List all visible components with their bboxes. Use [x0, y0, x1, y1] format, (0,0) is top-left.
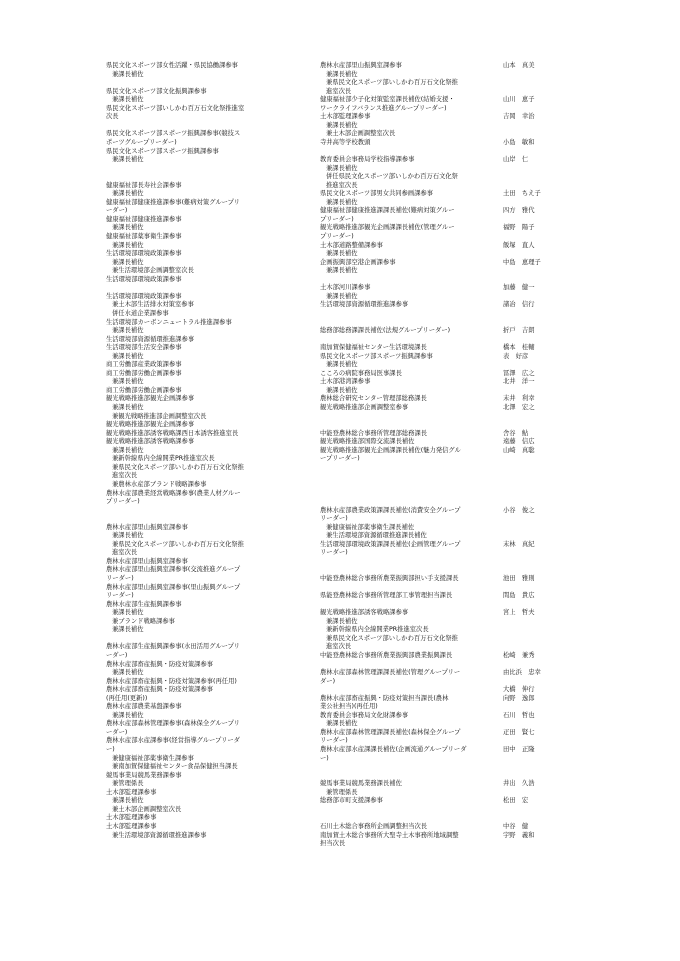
left_lines-line: 農林水産部水産課参事(経営指導グループリーダ [106, 737, 240, 745]
right_lines-line: 兼課長補佐 [326, 198, 358, 206]
right_lines-line: 生活環境部資源循環推進課参事 [320, 301, 409, 309]
right_lines-line: 農林水産部農業政策課課長補佐(消費安全グループ [320, 506, 461, 514]
left_lines-line: 兼県民文化スポーツ部いしかわ百万石文化祭推 [112, 540, 244, 548]
right_lines-line: リーダー) [320, 549, 348, 557]
person-name: 福野 陽子 [503, 224, 535, 232]
left_lines-line: 生活環境部資源循環推進課参事 [106, 335, 195, 343]
right_lines-line: ープリーダー) [320, 455, 360, 463]
left_lines-line: 兼課長補佐 [112, 241, 144, 249]
person-name: 諸冶 信行 [503, 301, 535, 309]
left_lines-line: 兼県民文化スポーツ部いしかわ百万石文化祭推 [112, 463, 244, 471]
right_lines-line: リーダー) [320, 515, 348, 523]
left_lines-line: 農林水産部生産振興課参事 [106, 600, 182, 608]
person-name: 冨澤 広之 [503, 369, 535, 377]
right_lines-line: 兼健康福祉部薬事衛生課長補佐 [326, 523, 415, 531]
right_lines-line: 総務部市町支援課参事 [320, 797, 383, 805]
left_lines-line: 生活環境部環境政策課参事 [106, 250, 182, 258]
right_lines-line: 競馬事業局競馬業務課長補佐 [320, 780, 402, 788]
left_lines-line: 兼課長補佐 [112, 190, 144, 198]
left_lines-line: 農林水産部畜産振興・防疫対策課参事 [106, 660, 214, 668]
right_lines-line: 土木部監理課参事 [320, 113, 371, 121]
right_lines-line: 石川土木総合事務所企画調整担当次長 [320, 822, 428, 830]
right_lines-line: リーダー) [320, 737, 348, 745]
right_lines-line: 農林水産部森林管理課課長補佐(森林保全グループ [320, 728, 461, 736]
left_lines-line: 兼土木部企画調整室次長 [112, 805, 182, 813]
left_lines-line: 県民文化スポーツ部文化振興課参事 [106, 87, 207, 95]
left_lines-line: 健康福祉部長寿社会課参事 [106, 181, 182, 189]
right_lines-line: 兼生活環境部資源循環推進課長補佐 [326, 532, 427, 540]
left_lines-line: 兼課長補佐 [112, 258, 144, 266]
left_lines-line: 兼課長補佐 [112, 378, 144, 386]
right_lines-line: 兼課長補佐 [326, 386, 358, 394]
person-name: 山岸 仁 [503, 156, 529, 164]
left_lines-line: 県民文化スポーツ部いしかわ百万石文化祭推進室 [106, 104, 245, 112]
right_lines-line: 併任県民文化スポーツ部いしかわ百万石文化祭 [326, 173, 458, 181]
right_lines-line: 兼課長補佐 [326, 720, 358, 728]
left_lines-line: 生活環境部環境政策課参事 [106, 275, 182, 283]
left_lines-line: 競馬事業局競馬業務課参事 [106, 771, 182, 779]
right_lines-line: ー) [320, 754, 329, 762]
right_lines-line: 兼県民文化スポーツ部いしかわ百万石文化祭推 [326, 634, 458, 642]
right_lines-line: プリーダー) [320, 215, 354, 223]
left_lines-line: 農林水産部森林管理課参事(森林保全グループリ [106, 720, 240, 728]
right_lines-line: 南加賀保健福祉センター生活環境課長 [320, 344, 427, 352]
person-name: 飯塚 直人 [503, 241, 535, 249]
right_lines-line: 兼管理係長 [326, 788, 358, 796]
person-name: 加藤 健一 [503, 284, 535, 292]
person-name: 疋田 賢七 [503, 728, 535, 736]
left_lines-line: 兼健康福祉部薬事衛生課参事 [112, 754, 194, 762]
person-name: 中谷 健 [503, 822, 529, 830]
person-name: 北井 洋一 [503, 378, 535, 386]
right_lines-line: 兼課長補佐 [326, 361, 358, 369]
right_lines-line: ワークライフバランス推進グループリーダー) [320, 104, 447, 112]
left_lines-line: リーダー) [106, 592, 134, 600]
right_lines-line: 企画振興部空港企画課参事 [320, 258, 396, 266]
right_lines-line: 県民文化スポーツ部スポーツ振興課参事 [320, 352, 433, 360]
left_lines-line: 農林水産部里山振興室課参事(里山振興グループ [106, 583, 241, 591]
left_lines-line: 兼課長補佐 [112, 96, 144, 104]
person-name: 山川 恵子 [503, 96, 535, 104]
left_lines-line: 土木部監理課参事 [106, 822, 157, 830]
person-name: 遠藤 信広 [503, 438, 535, 446]
left_lines-line: 兼課長補佐 [112, 70, 144, 78]
left_lines-line: 兼農林水産部ブランド戦略課参事 [112, 480, 207, 488]
right_lines-line: 土木部河川課参事 [320, 284, 371, 292]
right_lines-line: 担当次長 [320, 840, 346, 848]
person-name: 中島 恵理子 [503, 258, 541, 266]
person-name: 田中 正隆 [503, 746, 535, 753]
right_lines-line: 観光戦略推進部誘客戦略課参事 [320, 609, 409, 617]
person-name: 北澤 宏之 [503, 404, 535, 411]
left_lines-line: 兼生活環境部企画調整室次長 [112, 267, 194, 275]
right_lines-line: 健康福祉部健康推進課課長補佐(難病対策グルー [320, 207, 455, 215]
right_lines-line: ダー) [320, 677, 336, 685]
right_lines-line: 寺井高等学校教頭 [320, 138, 371, 146]
right_lines-line: 教育委員会事務局文化財課参事 [320, 711, 409, 719]
person-name: 宮上 哲夫 [503, 609, 535, 617]
left_lines-line: 農林水産部畜産振興・防疫対策課参事(再任用) [106, 677, 237, 685]
right_lines-line: 兼課長補佐 [326, 292, 358, 300]
right_lines-line: 土木部道路整備課参事 [320, 241, 383, 249]
right_lines-line: 健康福祉部少子化対策監室課長補佐(結婚支援・ [320, 96, 455, 104]
left_lines-line: 兼土木部生活排水対策室参事 [112, 301, 194, 309]
left_lines-line: 兼課長補佐 [112, 404, 144, 411]
left_lines-line: ーダー) [106, 651, 128, 659]
right_lines-line: 中能登農林総合事務所農業振興部農業振興課長 [320, 651, 453, 659]
right_lines-line: 兼県民文化スポーツ部いしかわ百万石文化祭推 [326, 79, 458, 87]
left_lines-line: ポーツグループリーダー) [106, 138, 177, 146]
person-name: 松田 宏 [503, 797, 529, 805]
person-name: 舎谷 鮎 [503, 429, 529, 437]
left_lines-line: 兼生活環境部資源循環推進課参事 [112, 831, 207, 839]
left_lines-line: プリーダー) [106, 498, 140, 506]
left_lines-line: 健康福祉部薬事衛生課参事 [106, 233, 182, 240]
left_lines-line: 健康福祉部健康推進課参事(難病対策グループリ [106, 198, 240, 206]
right_lines-line: 中能登農林総合事務所管理部総務課長 [320, 429, 428, 437]
left_lines-line: リーダー) [106, 575, 134, 582]
left_lines-line: 生活環境部生活安全課参事 [106, 344, 182, 352]
person-name: 井出 久浩 [503, 780, 535, 788]
left_lines-line: 県民文化スポーツ部女性活躍・県民協働課参事 [106, 62, 238, 69]
left_lines-line: 次長 [106, 113, 119, 121]
left_lines-line: 兼課長補佐 [112, 797, 144, 805]
left_lines-line: 商工労働部労働企画課参事 [106, 369, 182, 377]
right_lines-line: 県民文化スポーツ部男女共同参画課参事 [320, 190, 434, 198]
left_lines-line: 土木部監理課参事 [106, 788, 157, 796]
right_lines-line: プリーダー) [320, 233, 354, 240]
person-name: 池田 雅則 [503, 575, 535, 582]
right_lines-line: 農林水産部森林管理課課長補佐(管理グループリー [320, 669, 461, 677]
left_lines-line: 進室次長 [112, 549, 138, 557]
right_lines-line: 兼土木部企画調整室次長 [326, 130, 396, 138]
right_lines-line: 教育委員会事務局学校指導課参事 [320, 156, 415, 164]
left_lines-line: 農林水産部農業経営戦略課参事(農業人材グルー [106, 489, 241, 497]
left_lines-line: 兼ブランド戦略課参事 [112, 617, 175, 625]
left_lines-line: 観光戦略推進部誘客戦略課西日本誘客推進室長 [106, 429, 239, 437]
right_lines-line: 中能登農林総合事務所農業振興部担い手支援課長 [320, 575, 459, 582]
left_lines-line: 兼課長補佐 [112, 156, 144, 164]
left_lines-line: 農林水産部農業基盤課参事 [106, 703, 182, 711]
right_lines-line: 観光戦略推進部企画調整室参事 [320, 404, 409, 411]
left_lines-line: 兼課長補佐 [112, 446, 144, 454]
left_lines-line: 兼課長補佐 [112, 711, 144, 719]
person-name: 小谷 俊之 [503, 506, 535, 514]
person-name: 山崎 真聡 [503, 446, 535, 454]
left_lines-line: ー) [106, 746, 115, 753]
person-name: 山本 真美 [503, 62, 535, 69]
right_lines-line: 農林水産部水産課課長補佐(企画流通グループリーダ [320, 746, 467, 753]
left_lines-line: 観光戦略推進部誘客戦略課参事 [106, 438, 195, 446]
person-name: 末井 利幸 [503, 395, 535, 403]
person-name: 折戸 吉朗 [503, 327, 535, 335]
right_lines-line: 兼課長補佐 [326, 164, 358, 172]
right_lines-line: 農林総合研究センター管理部総務課長 [320, 395, 427, 403]
left_lines-line: 農林水産部生産振興課参事(水田活用グループリ [106, 643, 240, 651]
left_lines-line: 観光戦略推進部観光企画課参事 [106, 395, 195, 403]
person-name: 小島 敏和 [503, 138, 535, 146]
left_lines-line: 兼観光戦略推進部企画調整室次長 [112, 412, 207, 420]
right_lines-line: 観光戦略推進部観光企画課課長補佐(魅力発信グル [320, 446, 461, 454]
person-name: 四方 雅代 [503, 207, 535, 215]
left_lines-line: 商工労働部労働企画課参事 [106, 386, 182, 394]
right_lines-line: 生活環境部環境政策課課長補佐(企画管理グループ [320, 540, 461, 548]
left_lines-line: 兼課長補佐 [112, 224, 144, 232]
person-name: 表 好彦 [503, 352, 529, 360]
left_lines-line: 進室次長 [112, 472, 138, 480]
right_lines-line: 進室次長 [326, 643, 352, 651]
left_lines-line: 農林水産部里山振興室課参事 [106, 523, 188, 531]
left_lines-line: 兼南加賀保健福祉センター食品保健担当課長 [112, 763, 238, 771]
left_lines-line: 兼課長補佐 [112, 669, 144, 677]
left_lines-line: 兼管理係長 [112, 780, 144, 788]
right_lines-line: 兼課長補佐 [326, 121, 358, 129]
right_lines-line: 兼課長補佐 [326, 267, 358, 275]
left_lines-line: 兼課長補佐 [112, 352, 144, 360]
right_lines-line: 観光戦略推進部観光企画課課長補佐(管理グルー [320, 224, 455, 232]
person-name: 松崎 兼秀 [503, 651, 535, 659]
left_lines-line: 農林水産部畜産振興・防疫対策課参事 [106, 686, 214, 694]
right_lines-line: 農林水産部畜産振興・防疫対策担当課長(農林 [320, 694, 449, 702]
person-name: 末林 真紀 [503, 540, 535, 548]
left_lines-line: 土木部監理課参事 [106, 814, 157, 822]
left_lines-line: 生活環境部カーボンニュートラル推進課参事 [106, 318, 232, 326]
left_lines-line: 併任水道企業課参事 [112, 309, 169, 317]
person-name: 土田 ちえ子 [503, 190, 541, 198]
left_lines-line: 兼課長補佐 [112, 327, 144, 335]
left_lines-line: ーダー) [106, 207, 128, 215]
person-name: 間島 貴広 [503, 592, 535, 600]
right_lines-line: 県能登農林総合事務所管理部工事管理担当課長 [320, 592, 453, 600]
right_lines-line: 総務部総務課課長補佐(法規グループリーダー) [320, 327, 451, 335]
right_lines-line: 兼新幹線県内全線開業PR推進室次長 [326, 626, 429, 634]
right_lines-line: 推進室次長 [326, 181, 358, 189]
left_lines-line: 健康福祉部健康推進課参事 [106, 215, 182, 223]
person-name: 宇野 義和 [503, 831, 535, 839]
person-name: 石川 哲也 [503, 711, 535, 719]
left_lines-line: (再任用(更新)) [106, 694, 148, 702]
left_lines-line: ーダー) [106, 728, 128, 736]
right_lines-line: こころの病院事務局医事課長 [320, 369, 402, 377]
right_lines-line: 土木部港湾課参事 [320, 378, 371, 386]
left_lines-line: 商工労働部産業政策課参事 [106, 361, 182, 369]
left_lines-line: 兼課長補佐 [112, 626, 144, 634]
left_lines-line: 生活環境部環境政策課参事 [106, 292, 182, 300]
left_lines-line: 県民文化スポーツ部スポーツ振興課参事(競技ス [106, 130, 241, 138]
right_lines-line: 兼課長補佐 [326, 250, 358, 258]
right_lines-line: 兼課長補佐 [326, 617, 358, 625]
left_lines-line: 農林水産部里山振興室課参事 [106, 557, 188, 565]
person-name: 向野 逸郎 [503, 694, 535, 702]
right_lines-line: 南加賀土木総合事務所大聖寺土木事務所地域調整 [320, 831, 459, 839]
right_lines-line: 観光戦略推進部国際交流課長補佐 [320, 438, 415, 446]
right_lines-line: 兼課長補佐 [326, 70, 358, 78]
left_lines-line: 兼課長補佐 [112, 532, 144, 540]
right_lines-line: 農林水産部里山振興室課参事 [320, 62, 402, 69]
left_lines-line: 農林水産部里山振興室課参事(交流推進グループ [106, 566, 241, 574]
right_lines-line: 進室次長 [326, 87, 352, 95]
left_lines-line: 観光戦略推進部観光企画課参事 [106, 421, 195, 429]
right_lines-line: 業公社担当)(再任用) [320, 703, 378, 711]
person-name: 大橋 伸行 [503, 686, 535, 694]
left_lines-line: 県民文化スポーツ部スポーツ振興課参事 [106, 147, 219, 155]
person-name: 橋本 桂輔 [503, 344, 535, 352]
person-name: 由比浜 忠幸 [503, 669, 541, 677]
person-name: 吉岡 幸治 [503, 113, 535, 121]
left_lines-line: 兼課長補佐 [112, 609, 144, 617]
left_lines-line: 兼新幹線県内全線開業PR推進室次長 [112, 455, 215, 463]
